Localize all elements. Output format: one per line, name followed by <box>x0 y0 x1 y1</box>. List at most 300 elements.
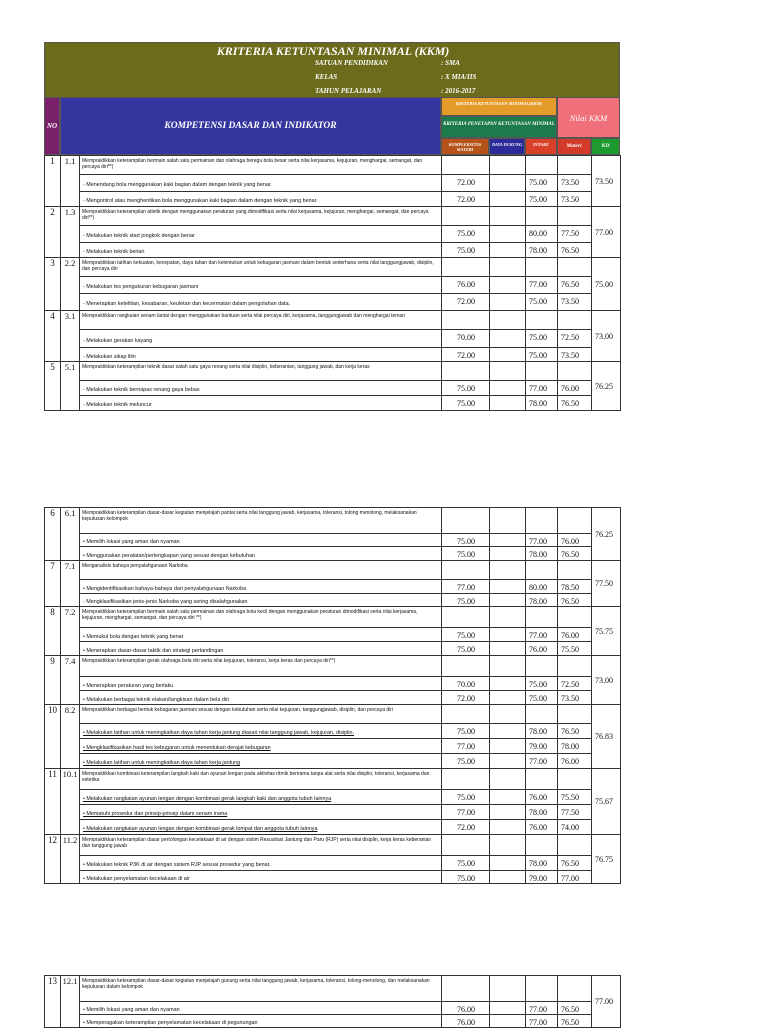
row-number: 9 <box>45 656 61 705</box>
kd-code: 7.2 <box>61 607 80 656</box>
kd-code: 1.3 <box>61 207 80 258</box>
kompleksitas-cell <box>442 561 490 580</box>
kd-description: Mempraktikkan rangkaian senam lantai dengan menggunakan bantuan serta nilai percaya diri, kerjasama, tanggungjawab dan menghargai teman <box>80 311 442 330</box>
daya-dukung-value <box>490 348 526 362</box>
indicator-row <box>45 348 621 362</box>
nilai-kkm-kd: 76.25 <box>592 362 621 411</box>
meta-value: : SMA <box>441 59 460 67</box>
intake-value: 79.00 <box>526 739 558 754</box>
materi-cell <box>558 207 592 226</box>
daya-dukung-cell <box>490 976 526 1002</box>
header-no: NO <box>44 97 60 155</box>
materi-value: 73.50 <box>558 348 592 362</box>
kompleksitas-value: 77.00 <box>442 739 490 754</box>
kd-row <box>45 705 621 724</box>
nilai-kkm-kd: 73.00 <box>592 311 621 362</box>
materi-cell <box>558 311 592 330</box>
header-materi: Materi <box>557 138 591 155</box>
kd-description: Mempraktikkan keterampilan teknik dasar salah satu gaya renang serta nilai disiplin, keberanian, tanggung jawab, dan kerja keras <box>80 362 442 381</box>
indicator-row <box>45 330 621 348</box>
intake-value: 77.00 <box>526 1015 558 1028</box>
materi-value: 76.50 <box>558 1002 592 1015</box>
row-number: 2 <box>45 207 61 258</box>
indicator-row <box>45 294 621 311</box>
materi-value: 76.50 <box>558 1015 592 1028</box>
indicator-row <box>45 1015 621 1028</box>
daya-dukung-cell <box>490 835 526 856</box>
intake-value: 77.00 <box>526 1002 558 1015</box>
materi-cell <box>558 705 592 724</box>
daya-dukung-value <box>490 628 526 642</box>
daya-dukung-value <box>490 330 526 348</box>
nilai-kkm-kd: 75.00 <box>592 258 621 311</box>
indicator-row <box>45 820 621 835</box>
indicator-row <box>45 580 621 594</box>
kd-row <box>45 311 621 330</box>
intake-value: 75.00 <box>526 348 558 362</box>
indicator-text: - Mengontrol atau menghentikan bola menggunakan kaki bagian dalam dengan teknik yang benar. <box>80 192 442 207</box>
indicator-row <box>45 277 621 294</box>
kd-row <box>45 835 621 856</box>
kompleksitas-value: 75.00 <box>442 754 490 769</box>
kompleksitas-cell <box>442 656 490 677</box>
materi-value: 76.00 <box>558 381 592 396</box>
kompleksitas-value: 75.00 <box>442 226 490 243</box>
indicator-text: • Menggunakan peralatan/perlengkapan yang sesuai dengan kebutuhan <box>80 547 442 561</box>
kd-code: 10.1 <box>61 769 80 835</box>
kompleksitas-cell <box>442 207 490 226</box>
materi-cell <box>558 835 592 856</box>
intake-value: 77.00 <box>526 754 558 769</box>
intake-value: 78.00 <box>526 243 558 258</box>
kompleksitas-cell <box>442 705 490 724</box>
intake-value: 78.00 <box>526 547 558 561</box>
nilai-kkm-kd: 77.00 <box>592 976 621 1028</box>
nilai-kkm-kd: 75.67 <box>592 769 621 835</box>
materi-cell <box>558 508 592 534</box>
kkm-table <box>44 975 621 1028</box>
kd-row <box>45 156 621 175</box>
kompleksitas-cell <box>442 362 490 381</box>
daya-dukung-cell <box>490 508 526 534</box>
indicator-text: • Melakukan latihan untuk meningkatkan daya tahan kerja jantung <box>80 754 442 769</box>
intake-cell <box>526 705 558 724</box>
header-kompetensi: KOMPETENSI DASAR DAN INDIKATOR <box>60 97 441 155</box>
meta-value: : 2016-2017 <box>441 87 476 95</box>
indicator-row <box>45 677 621 691</box>
indicator-text: • Melakukan berbagai teknik elakan/tangkisan dalam bela diri <box>80 691 442 705</box>
daya-dukung-cell <box>490 561 526 580</box>
header-daya-dukung: DAYA DUKUNG <box>489 138 525 155</box>
indicator-text: • Memilih lokasi yang aman dan nyaman <box>80 534 442 547</box>
intake-value: 77.00 <box>526 534 558 547</box>
indicator-text: • Melakukan teknik P3K di air dengan sistem RJP sesuai prosedur yang benar. <box>80 856 442 871</box>
daya-dukung-value <box>490 739 526 754</box>
indicator-row <box>45 691 621 705</box>
kompleksitas-value: 70.00 <box>442 330 490 348</box>
daya-dukung-value <box>490 396 526 411</box>
indicator-row <box>45 805 621 820</box>
nilai-kkm-kd: 75.75 <box>592 607 621 656</box>
kd-description: Mempraktikkan keterampilan gerak olahraga bela diri serta nilai kejujuran, toleransi, kerja keras dan percaya diri**) <box>80 656 442 677</box>
row-number: 3 <box>45 258 61 311</box>
intake-cell <box>526 362 558 381</box>
kompleksitas-value: 76.00 <box>442 1015 490 1028</box>
daya-dukung-value <box>490 871 526 884</box>
materi-cell <box>558 976 592 1002</box>
indicator-text: • Mengidentifikasikan bahaya-bahaya dari penyalahgunaan Narkoba <box>80 580 442 594</box>
indicator-text: - Melakukan teknik berlari <box>80 243 442 258</box>
nilai-kkm-kd: 77.50 <box>592 561 621 607</box>
indicator-row <box>45 534 621 547</box>
daya-dukung-cell <box>490 362 526 381</box>
kd-code: 1.1 <box>61 156 80 207</box>
row-number: 6 <box>45 508 61 561</box>
header-kompleksitas: KOMPLEKSITAS MATERI <box>441 138 489 155</box>
indicator-text: - Menerapkan ketelitian, kesabaran, keuletan dan kecermatan dalam pengolahan data. <box>80 294 442 311</box>
daya-dukung-value <box>490 642 526 656</box>
daya-dukung-value <box>490 277 526 294</box>
daya-dukung-cell <box>490 769 526 790</box>
indicator-row <box>45 790 621 805</box>
intake-cell <box>526 156 558 175</box>
kd-row <box>45 561 621 580</box>
indicator-text: - Melakukan tes pengukuran kebugaran jasmani <box>80 277 442 294</box>
header-kriteria: KRITERIA KETUNTASAN MINIMAL(KKM) <box>441 97 557 116</box>
indicator-text: - Melakukan teknik bernapas renang gaya bebas <box>80 381 442 396</box>
indicator-row <box>45 594 621 607</box>
nilai-kkm-kd: 76.83 <box>592 705 621 769</box>
kompleksitas-value: 75.00 <box>442 724 490 739</box>
kd-row <box>45 207 621 226</box>
daya-dukung-value <box>490 547 526 561</box>
daya-dukung-value <box>490 856 526 871</box>
kd-row <box>45 258 621 277</box>
kompleksitas-value: 75.00 <box>442 642 490 656</box>
kkm-table <box>44 155 621 411</box>
kd-row <box>45 508 621 534</box>
intake-cell <box>526 258 558 277</box>
header-banner <box>44 42 620 98</box>
daya-dukung-value <box>490 805 526 820</box>
daya-dukung-value <box>490 754 526 769</box>
indicator-row <box>45 175 621 192</box>
kompleksitas-value: 75.00 <box>442 243 490 258</box>
intake-value: 77.00 <box>526 381 558 396</box>
daya-dukung-cell <box>490 156 526 175</box>
materi-value: 76.00 <box>558 754 592 769</box>
kd-description: Mempraktikkan kombinasi keterampilan langkah kaki dan ayunan lengan pada aktivitas ritmik berirama tanpa alat serta nilai disiplin, toleransi, kerjasama dan estetika <box>80 769 442 790</box>
daya-dukung-value <box>490 534 526 547</box>
materi-value: 76.00 <box>558 628 592 642</box>
indicator-row <box>45 192 621 207</box>
daya-dukung-cell <box>490 656 526 677</box>
kompleksitas-value: 75.00 <box>442 547 490 561</box>
indicator-text: • Menerapkan peraturan yang berlaku <box>80 677 442 691</box>
nilai-kkm-kd: 77.00 <box>592 207 621 258</box>
header-penetapan: KRITERIA PENETAPAN KETUNTASAN MINIMAL <box>441 116 557 138</box>
kompleksitas-value: 75.00 <box>442 871 490 884</box>
materi-value: 76.50 <box>558 277 592 294</box>
meta-label: KELAS <box>315 73 338 81</box>
row-number: 5 <box>45 362 61 411</box>
indicator-text: • Memperagakan keterampilan penyelamatan kecelakaan di pegunungan <box>80 1015 442 1028</box>
intake-cell <box>526 561 558 580</box>
kd-code: 2.2 <box>61 258 80 311</box>
kompleksitas-value: 76.00 <box>442 277 490 294</box>
kd-description: Mempraktikkan keterampilan dasar pertolongan kecelakaan di air dengan sistim Resusitasi Jantung dan Paru (RJP) serta nilai disiplin, kerja keras keberanian dan tanggung jawab <box>80 835 442 856</box>
kd-row <box>45 607 621 628</box>
indicator-row <box>45 724 621 739</box>
indicator-text: - Mengklasifikasikan jenis-jenis Narkoba yang sering disalahgunakan <box>80 594 442 607</box>
intake-value: 76.00 <box>526 790 558 805</box>
daya-dukung-cell <box>490 705 526 724</box>
materi-cell <box>558 561 592 580</box>
kompleksitas-value: 75.00 <box>442 628 490 642</box>
materi-value: 76.50 <box>558 547 592 561</box>
indicator-row <box>45 628 621 642</box>
indicator-text: • Memilih lokasi yang aman dan nyaman <box>80 1002 442 1015</box>
intake-value: 78.00 <box>526 724 558 739</box>
meta-label: TAHUN PELAJARAN <box>315 87 382 95</box>
indicator-row <box>45 396 621 411</box>
intake-value: 77.00 <box>526 628 558 642</box>
daya-dukung-value <box>490 1015 526 1028</box>
kd-code: 8.2 <box>61 705 80 769</box>
materi-value: 76.50 <box>558 856 592 871</box>
header-nilai-kkm: Nilai KKM <box>557 97 620 138</box>
materi-value: 77.00 <box>558 871 592 884</box>
row-number: 8 <box>45 607 61 656</box>
indicator-row <box>45 856 621 871</box>
column-headers <box>44 97 620 155</box>
kd-description: Mempraktikkan keterampilan atletik dengan menggunakan peraturan yang dimodifikasi serta nilai kerjasama, kejujuran, menghargai, semangat, dan percaya diri**) <box>80 207 442 226</box>
indicator-text: • Melakukan rangkaian ayunan lengan dengan kombinasi gerak lompat dan anggota tubuh lainnya <box>80 820 442 835</box>
header-intake: INTAKE <box>525 138 557 155</box>
row-number: 11 <box>45 769 61 835</box>
materi-value: 73.50 <box>558 294 592 311</box>
nilai-kkm-kd: 73.50 <box>592 156 621 207</box>
intake-cell <box>526 311 558 330</box>
intake-value: 78.00 <box>526 396 558 411</box>
intake-value: 80.00 <box>526 580 558 594</box>
daya-dukung-value <box>490 724 526 739</box>
indicator-text: - Melakukan teknik meluncur <box>80 396 442 411</box>
kd-code: 3.1 <box>61 311 80 362</box>
kompleksitas-value: 75.00 <box>442 534 490 547</box>
kd-row <box>45 769 621 790</box>
indicator-text: • Mengklasifikasikan hasil tes kebugaran untuk menentukan derajat kebugaran <box>80 739 442 754</box>
indicator-text: - Menendang bola menggunakan kaki bagian dalam dengan teknik yang benar. <box>80 175 442 192</box>
indicator-row <box>45 871 621 884</box>
indicator-row <box>45 226 621 243</box>
nilai-kkm-kd: 76.25 <box>592 508 621 561</box>
intake-value: 77.00 <box>526 277 558 294</box>
kd-description: Mempraktikkan keterampilan bermain salah satu permainan dan olahraga bola kecil dengan menggunakan peraturan dimodifikasi serta nilai kerjasama, kejujuran, menghargai, semangat, dan percaya diri **) <box>80 607 442 628</box>
indicator-text: • Memukul bola dengan teknik yang benar <box>80 628 442 642</box>
intake-value: 75.00 <box>526 192 558 207</box>
kd-code: 12.1 <box>61 976 80 1028</box>
kd-description: Menganalisis bahaya penyalahgunaan Narkoba <box>80 561 442 580</box>
kd-description: Mempraktikkan keterampilan dasar-dasar kegiatan menjelajah pantai serta nilai tanggung jawab, kerjasama, toleransi, tolong menolong, melaksanakan keputusan kelompok <box>80 508 442 534</box>
daya-dukung-value <box>490 677 526 691</box>
kompleksitas-value: 75.00 <box>442 396 490 411</box>
intake-cell <box>526 508 558 534</box>
indicator-text: - Melakukan teknik start jongkok dengan benar <box>80 226 442 243</box>
daya-dukung-cell <box>490 207 526 226</box>
page-title: KRITERIA KETUNTASAN MINIMAL (KKM) <box>216 44 450 58</box>
intake-cell <box>526 835 558 856</box>
materi-value: 78.00 <box>558 739 592 754</box>
daya-dukung-cell <box>490 311 526 330</box>
indicator-text: • Melakukan rangkaian ayunan lengan dengan kombinasi gerak langkah kaki dan anggota tubuh lainnya <box>80 790 442 805</box>
intake-value: 79.00 <box>526 871 558 884</box>
indicator-text: • Mematuhi prosedur dan prinsip-prinsip dalam senam irama <box>80 805 442 820</box>
daya-dukung-value <box>490 580 526 594</box>
intake-value: 75.00 <box>526 175 558 192</box>
kd-code: 11.2 <box>61 835 80 884</box>
row-number: 1 <box>45 156 61 207</box>
kompleksitas-cell <box>442 976 490 1002</box>
materi-value: 73.50 <box>558 192 592 207</box>
row-number: 7 <box>45 561 61 607</box>
kompleksitas-value: 75.00 <box>442 856 490 871</box>
indicator-row <box>45 243 621 258</box>
kompleksitas-value: 75.00 <box>442 381 490 396</box>
indicator-text: • Melakukan penyelamatan kecelakaan di air <box>80 871 442 884</box>
indicator-text: • Melakukan latihan untuk meningkatkan daya tahan kerja jantung diasari nilai tanggung jawab, kejujuran, disiplin. <box>80 724 442 739</box>
kompleksitas-value: 72.00 <box>442 192 490 207</box>
materi-value: 75.50 <box>558 790 592 805</box>
kkm-table-page-2 <box>44 507 620 884</box>
daya-dukung-value <box>490 243 526 258</box>
kompleksitas-value: 77.00 <box>442 805 490 820</box>
kompleksitas-value: 72.00 <box>442 820 490 835</box>
kompleksitas-cell <box>442 769 490 790</box>
materi-value: 72.50 <box>558 330 592 348</box>
intake-value: 80.00 <box>526 226 558 243</box>
materi-value: 76.00 <box>558 534 592 547</box>
materi-value: 73.50 <box>558 691 592 705</box>
row-number: 13 <box>45 976 61 1028</box>
materi-value: 76.50 <box>558 243 592 258</box>
materi-cell <box>558 656 592 677</box>
materi-value: 75.50 <box>558 642 592 656</box>
materi-value: 73.50 <box>558 175 592 192</box>
daya-dukung-value <box>490 790 526 805</box>
daya-dukung-cell <box>490 607 526 628</box>
intake-value: 76.00 <box>526 820 558 835</box>
meta-value: : X MIA/IIS <box>441 73 477 81</box>
intake-value: 75.00 <box>526 677 558 691</box>
intake-value: 78.00 <box>526 805 558 820</box>
materi-cell <box>558 362 592 381</box>
kompleksitas-cell <box>442 258 490 277</box>
indicator-row <box>45 1002 621 1015</box>
daya-dukung-cell <box>490 258 526 277</box>
daya-dukung-value <box>490 381 526 396</box>
indicator-row <box>45 547 621 561</box>
meta-label: SATUAN PENDIDIKAN <box>315 59 388 67</box>
row-number: 4 <box>45 311 61 362</box>
indicator-text: - Melakukan gerakan kayang <box>80 330 442 348</box>
kompleksitas-value: 72.00 <box>442 691 490 705</box>
materi-value: 77.50 <box>558 226 592 243</box>
kompleksitas-value: 72.00 <box>442 294 490 311</box>
materi-value: 72.50 <box>558 677 592 691</box>
daya-dukung-value <box>490 691 526 705</box>
daya-dukung-value <box>490 175 526 192</box>
nilai-kkm-kd: 76.75 <box>592 835 621 884</box>
kompleksitas-value: 72.00 <box>442 175 490 192</box>
kompleksitas-cell <box>442 156 490 175</box>
kompleksitas-cell <box>442 835 490 856</box>
indicator-row <box>45 642 621 656</box>
kd-row <box>45 976 621 1002</box>
kkm-table <box>44 507 621 884</box>
intake-value: 75.00 <box>526 330 558 348</box>
intake-cell <box>526 207 558 226</box>
row-number: 12 <box>45 835 61 884</box>
indicator-text: - Melakukan sikap lilin <box>80 348 442 362</box>
daya-dukung-value <box>490 820 526 835</box>
materi-cell <box>558 156 592 175</box>
intake-cell <box>526 769 558 790</box>
intake-cell <box>526 607 558 628</box>
kd-code: 6.1 <box>61 508 80 561</box>
materi-cell <box>558 769 592 790</box>
intake-value: 78.00 <box>526 594 558 607</box>
kkm-table-page-1 <box>44 155 620 411</box>
intake-cell <box>526 976 558 1002</box>
kd-code: 7.1 <box>61 561 80 607</box>
materi-value: 78.50 <box>558 580 592 594</box>
kompleksitas-value: 75.00 <box>442 790 490 805</box>
materi-value: 76.50 <box>558 396 592 411</box>
kompleksitas-value: 72.00 <box>442 348 490 362</box>
kompleksitas-cell <box>442 311 490 330</box>
kompleksitas-value: 75.00 <box>442 594 490 607</box>
materi-cell <box>558 607 592 628</box>
intake-value: 75.00 <box>526 294 558 311</box>
header-kd: KD <box>591 138 620 155</box>
indicator-row <box>45 754 621 769</box>
intake-value: 76.00 <box>526 642 558 656</box>
kd-row <box>45 362 621 381</box>
indicator-text: • Menerapkan dasar-dasar taktik dan strategi pertandingan <box>80 642 442 656</box>
kd-description: Mempraktikkan latihan kekuatan, kecepatan, daya tahan dan kelentukan untuk kebugaran jasmani dalam bentuk sederhana serta nilai tanggungjawab, disiplin, dan percaya diri <box>80 258 442 277</box>
kd-description: Mempraktikkan keterampilan dasar-dasar kegiatan menjelajah gunung serta nilai tanggung jawab, kerjasama, toleransi, tolong-menolong, dan melaksanakan keputusan dalam kelompok <box>80 976 442 1002</box>
materi-value: 77.50 <box>558 805 592 820</box>
materi-value: 76.50 <box>558 594 592 607</box>
kd-description: Mempraktikkan keterampilan bermain salah satu permainan dan olahraga beregu bola besar serta nilai kerjasama, kejujuran, menghargai, semangat, dan percaya diri**) <box>80 156 442 175</box>
kompleksitas-cell <box>442 607 490 628</box>
daya-dukung-value <box>490 192 526 207</box>
kd-description: Mempraktikkan berbagai bentuk kebugaran jasmani sesuai dengan kebutuhan serta nilai kejujuran, tanggungjawab, disiplin, dan percaya diri <box>80 705 442 724</box>
kd-code: 5.1 <box>61 362 80 411</box>
materi-value: 74.00 <box>558 820 592 835</box>
intake-value: 78.00 <box>526 856 558 871</box>
indicator-row <box>45 739 621 754</box>
indicator-row <box>45 381 621 396</box>
intake-cell <box>526 656 558 677</box>
intake-value: 75.00 <box>526 691 558 705</box>
materi-cell <box>558 258 592 277</box>
kompleksitas-value: 70.00 <box>442 677 490 691</box>
kompleksitas-value: 76.00 <box>442 1002 490 1015</box>
kompleksitas-value: 77.00 <box>442 580 490 594</box>
kd-code: 7.4 <box>61 656 80 705</box>
